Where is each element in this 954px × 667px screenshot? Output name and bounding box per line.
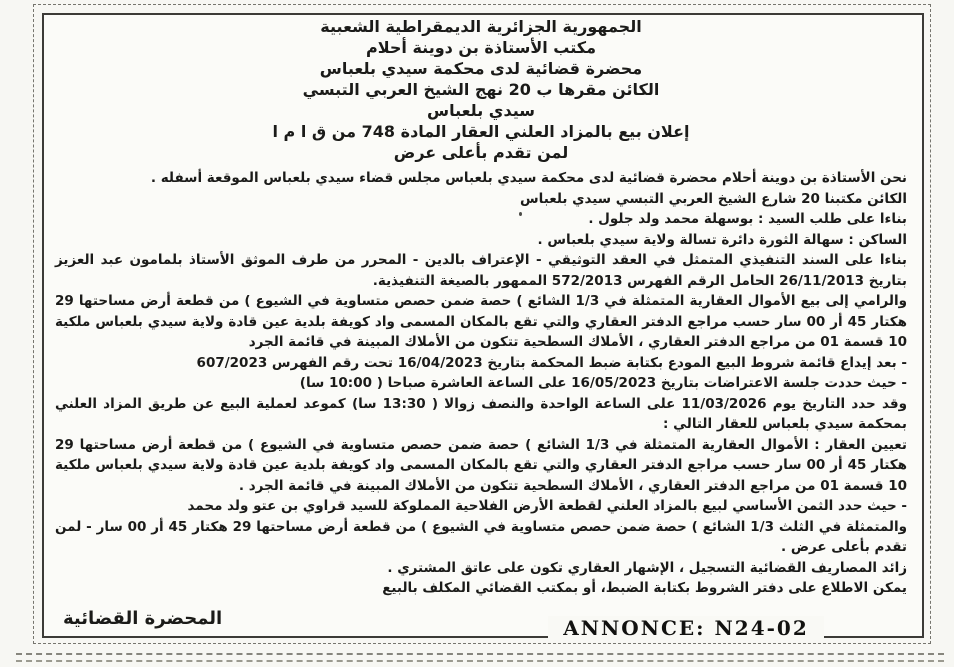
document-content xyxy=(55,16,907,629)
body-paragraph-property-sale-purpose: والرامي إلى بيع الأموال العقارية المتمثلة في 1/3 الشائع ) حصة ضمن حصص متساوية في الشيوع ) من قطعة أرض مساحتها 29 هكتار 45 أر 00 سار حسب مراجع الدفتر العقاري والتي تقع بالمكان المسمى واد كويفة بلدية عين قادة ولاية سيدي بلعباس ملكية 10 قسمة 01 من مراجع الدفتر العقاري ، الأملاك السطحية تتكون من الأملاك المبينة في قائمة الجرد xyxy=(55,293,907,350)
body-paragraph-buyer-fees: زائد المصاريف القضائية التسجيل ، الإشهار العقاري تكون على عاتق المشتري . xyxy=(387,559,907,576)
header-office-address: الكائن مقرها ب 20 نهج الشيخ العربي التبسي xyxy=(302,80,660,99)
body-paragraph-base-price: - حيث حدد الثمن الأساسي لبيع بالمزاد العلني لقطعة الأرض الفلاحية المملوكة للسيد قراوي بن عتو ولد محمد xyxy=(187,498,907,514)
body-paragraph-requester-residence: الساكن : سهالة الثورة دائرة تسالة ولاية سيدي بلعباس . xyxy=(537,231,907,248)
header-bailiff-title: محضرة قضائية لدى محكمة سيدي بلعباس xyxy=(319,59,643,78)
body-paragraph-objections-session: - حيث حددت جلسة الاعتراضات بتاريخ 16/05/2023 على الساعة العاشرة صباحا ( 10:00 سا) xyxy=(299,375,907,391)
body-paragraph-share-description: والمتمثلة في الثلث 1/3 الشائع ) حصة ضمن حصص متساوية في الشيوع ) من قطعة أرض مساحتها 29 هكتار 45 أر 00 سار - لمن تقدم بأعلى عرض . xyxy=(55,518,908,555)
document-header xyxy=(55,16,907,163)
body-paragraph-requester: بناءا على طلب السيد : بوسهلة محمد ولد جلول . xyxy=(588,211,907,227)
body-paragraph-property-designation: تعيين العقار : الأموال العقارية المتمثلة في 1/3 الشائع ) حصة ضمن حصص متساوية في الشيوع ) من قطعة أرض مساحتها 29 هكتار 45 أر 00 سار حسب مراجع الدفتر العقاري والتي تقع بالمكان المسمى واد كويفة بلدية عين قادة ولاية سيدي بلعباس ملكية 10 قسمة 01 من مراجع الدفتر العقاري ، الأملاك السطحية تتكون من الأملاك المبينة في قائمة الجرد . xyxy=(55,436,907,494)
body-paragraph-sale-conditions-filing: - بعد إيداع قائمة شروط البيع المودع بكتابة ضبط المحكمة بتاريخ 16/04/2023 تحت رقم الفهرس 607/2023 xyxy=(196,354,907,371)
document-body xyxy=(55,168,907,599)
header-republic-title: الجمهورية الجزائرية الديمقراطية الشعبية xyxy=(320,17,642,36)
scan-artifact-dot xyxy=(519,212,522,216)
next-document-top-edge-inner xyxy=(16,660,944,662)
header-office-name: مكتب الأستاذة بن دوينة أحلام xyxy=(366,38,596,57)
signature-bailiff: المحضرة القضائية xyxy=(63,607,223,629)
body-paragraph-auction-date: وقد حدد التاريخ يوم 11/03/2026 على الساعة الواحدة والنصف زوالا ( 13:30 سا) كموعد لعملية البيع عن طريق المزاد العلني بمحكمة سيدي بلعباس للعقار التالي : xyxy=(55,395,907,432)
body-paragraph-office-location: الكائن مكتبنا 20 شارع الشيخ العربي التبسي سيدي بلعباس xyxy=(520,190,907,207)
next-document-top-edge xyxy=(16,653,944,655)
header-highest-bid-subtitle: لمن تقدم بأعلى عرض xyxy=(393,143,569,162)
header-city: سيدي بلعباس xyxy=(427,101,535,120)
annonce-reference-number: ANNONCE: N24-02 xyxy=(548,616,824,640)
body-paragraph-bailiff-intro: نحن الأستاذة بن دوينة أحلام محضرة قضائية لدى محكمة سيدي بلعباس مجلس قضاء سيدي بلعباس الموقعة أسفله . xyxy=(150,170,907,186)
header-auction-title: إعلان بيع بالمزاد العلني العقار المادة 748 من ق ا م ا xyxy=(272,122,690,141)
body-paragraph-consultation-note: يمكن الاطلاع على دفتر الشروط بكتابة الضبط، أو بمكتب القضائي المكلف بالبيع xyxy=(382,580,907,596)
body-paragraph-executive-deed: بناءا على السند التنفيذي المتمثل في العقد التوثيقي - الإعتراف بالدين - المحرر من طرف الموثق الأستاذ بلمامون عبد العزيز بتاريخ 26/11/2013 الحامل الرقم الفهرس 572/2013 الممهور بالصيغة التنفيذية. xyxy=(55,252,907,289)
